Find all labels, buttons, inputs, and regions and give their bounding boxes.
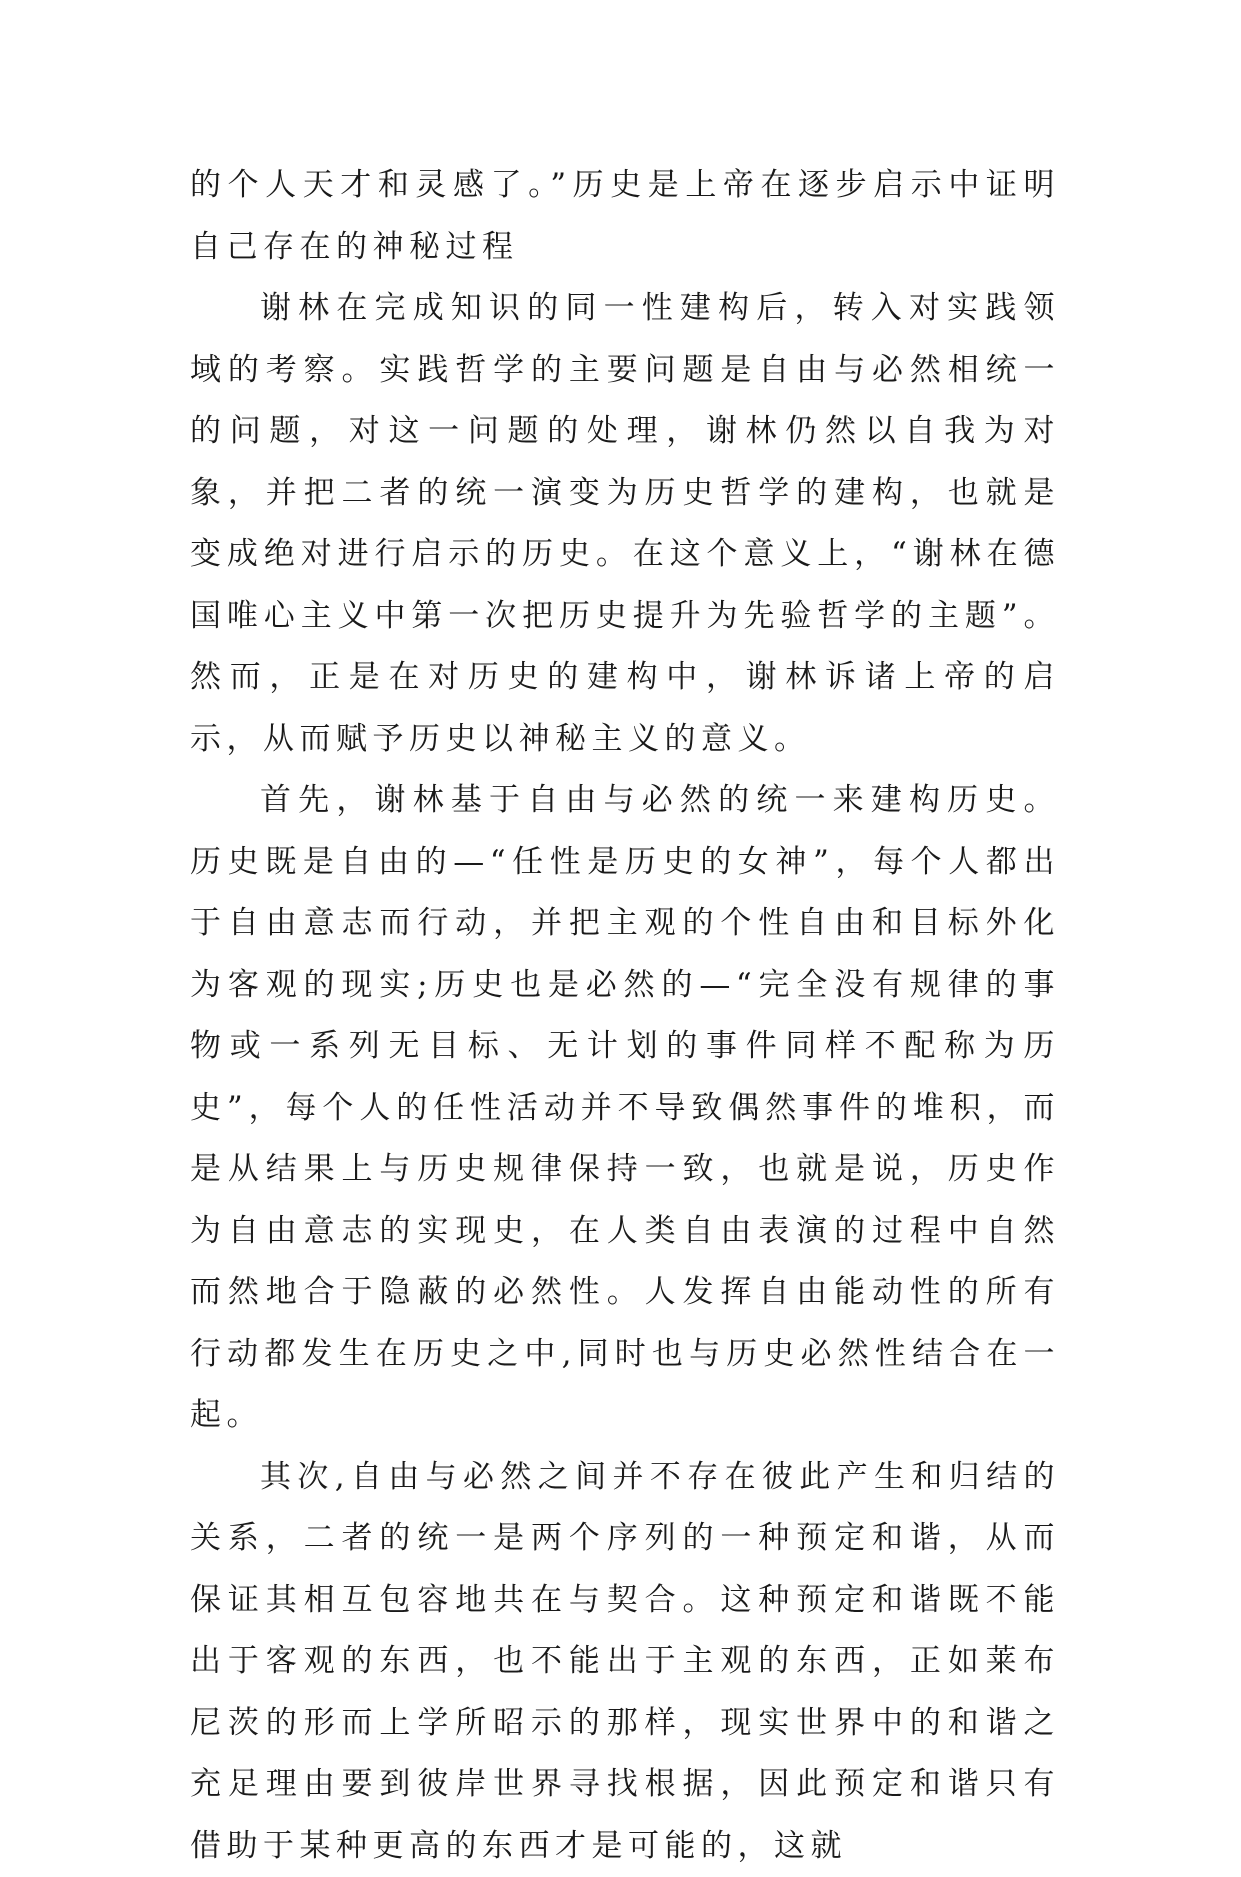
paragraph-first-point: 首先，谢林基于自由与必然的统一来建构历史。历史既是自由的—“任性是历史的女神”，每个人都出于自由意志而行动，并把主观的个性自由和目标外化为客观的现实;历史也是必然的—“完全没有规律的事物或一系列无目标、无计划的事件同样不配称为历史”，每个人的任性活动并不导致偶然事件的堆积，而是从结果上与历史规律保持一致，也就是说，历史作为自由意志的实现史，在人类自由表演的过程中自然而然地合于隐蔽的必然性。人发挥自由能动性的所有行动都发生在历史之中,同时也与历史必然性结合在一起。 [190, 770, 1060, 1447]
paragraph-schelling-practice: 谢林在完成知识的同一性建构后，转入对实践领域的考察。实践哲学的主要问题是自由与必然相统一的问题，对这一问题的处理，谢林仍然以自我为对象，并把二者的统一演变为历史哲学的建构，也就是变成绝对进行启示的历史。在这个意义上，“谢林在德国唯心主义中第一次把历史提升为先验哲学的主题”。然而，正是在对历史的建构中，谢林诉诸上帝的启示，从而赋予历史以神秘主义的意义。 [190, 278, 1060, 770]
paragraph-continuation: 的个人天才和灵感了。”历史是上帝在逐步启示中证明自己存在的神秘过程 [190, 155, 1060, 278]
document-page [190, 155, 1060, 1877]
paragraph-second-point: 其次,自由与必然之间并不存在彼此产生和归结的关系，二者的统一是两个序列的一种预定和谐，从而保证其相互包容地共在与契合。这种预定和谐既不能出于客观的东西，也不能出于主观的东西，正如莱布尼茨的形而上学所昭示的那样，现实世界中的和谐之充足理由要到彼岸世界寻找根据，因此预定和谐只有借助于某种更高的东西才是可能的，这就 [190, 1447, 1060, 1877]
